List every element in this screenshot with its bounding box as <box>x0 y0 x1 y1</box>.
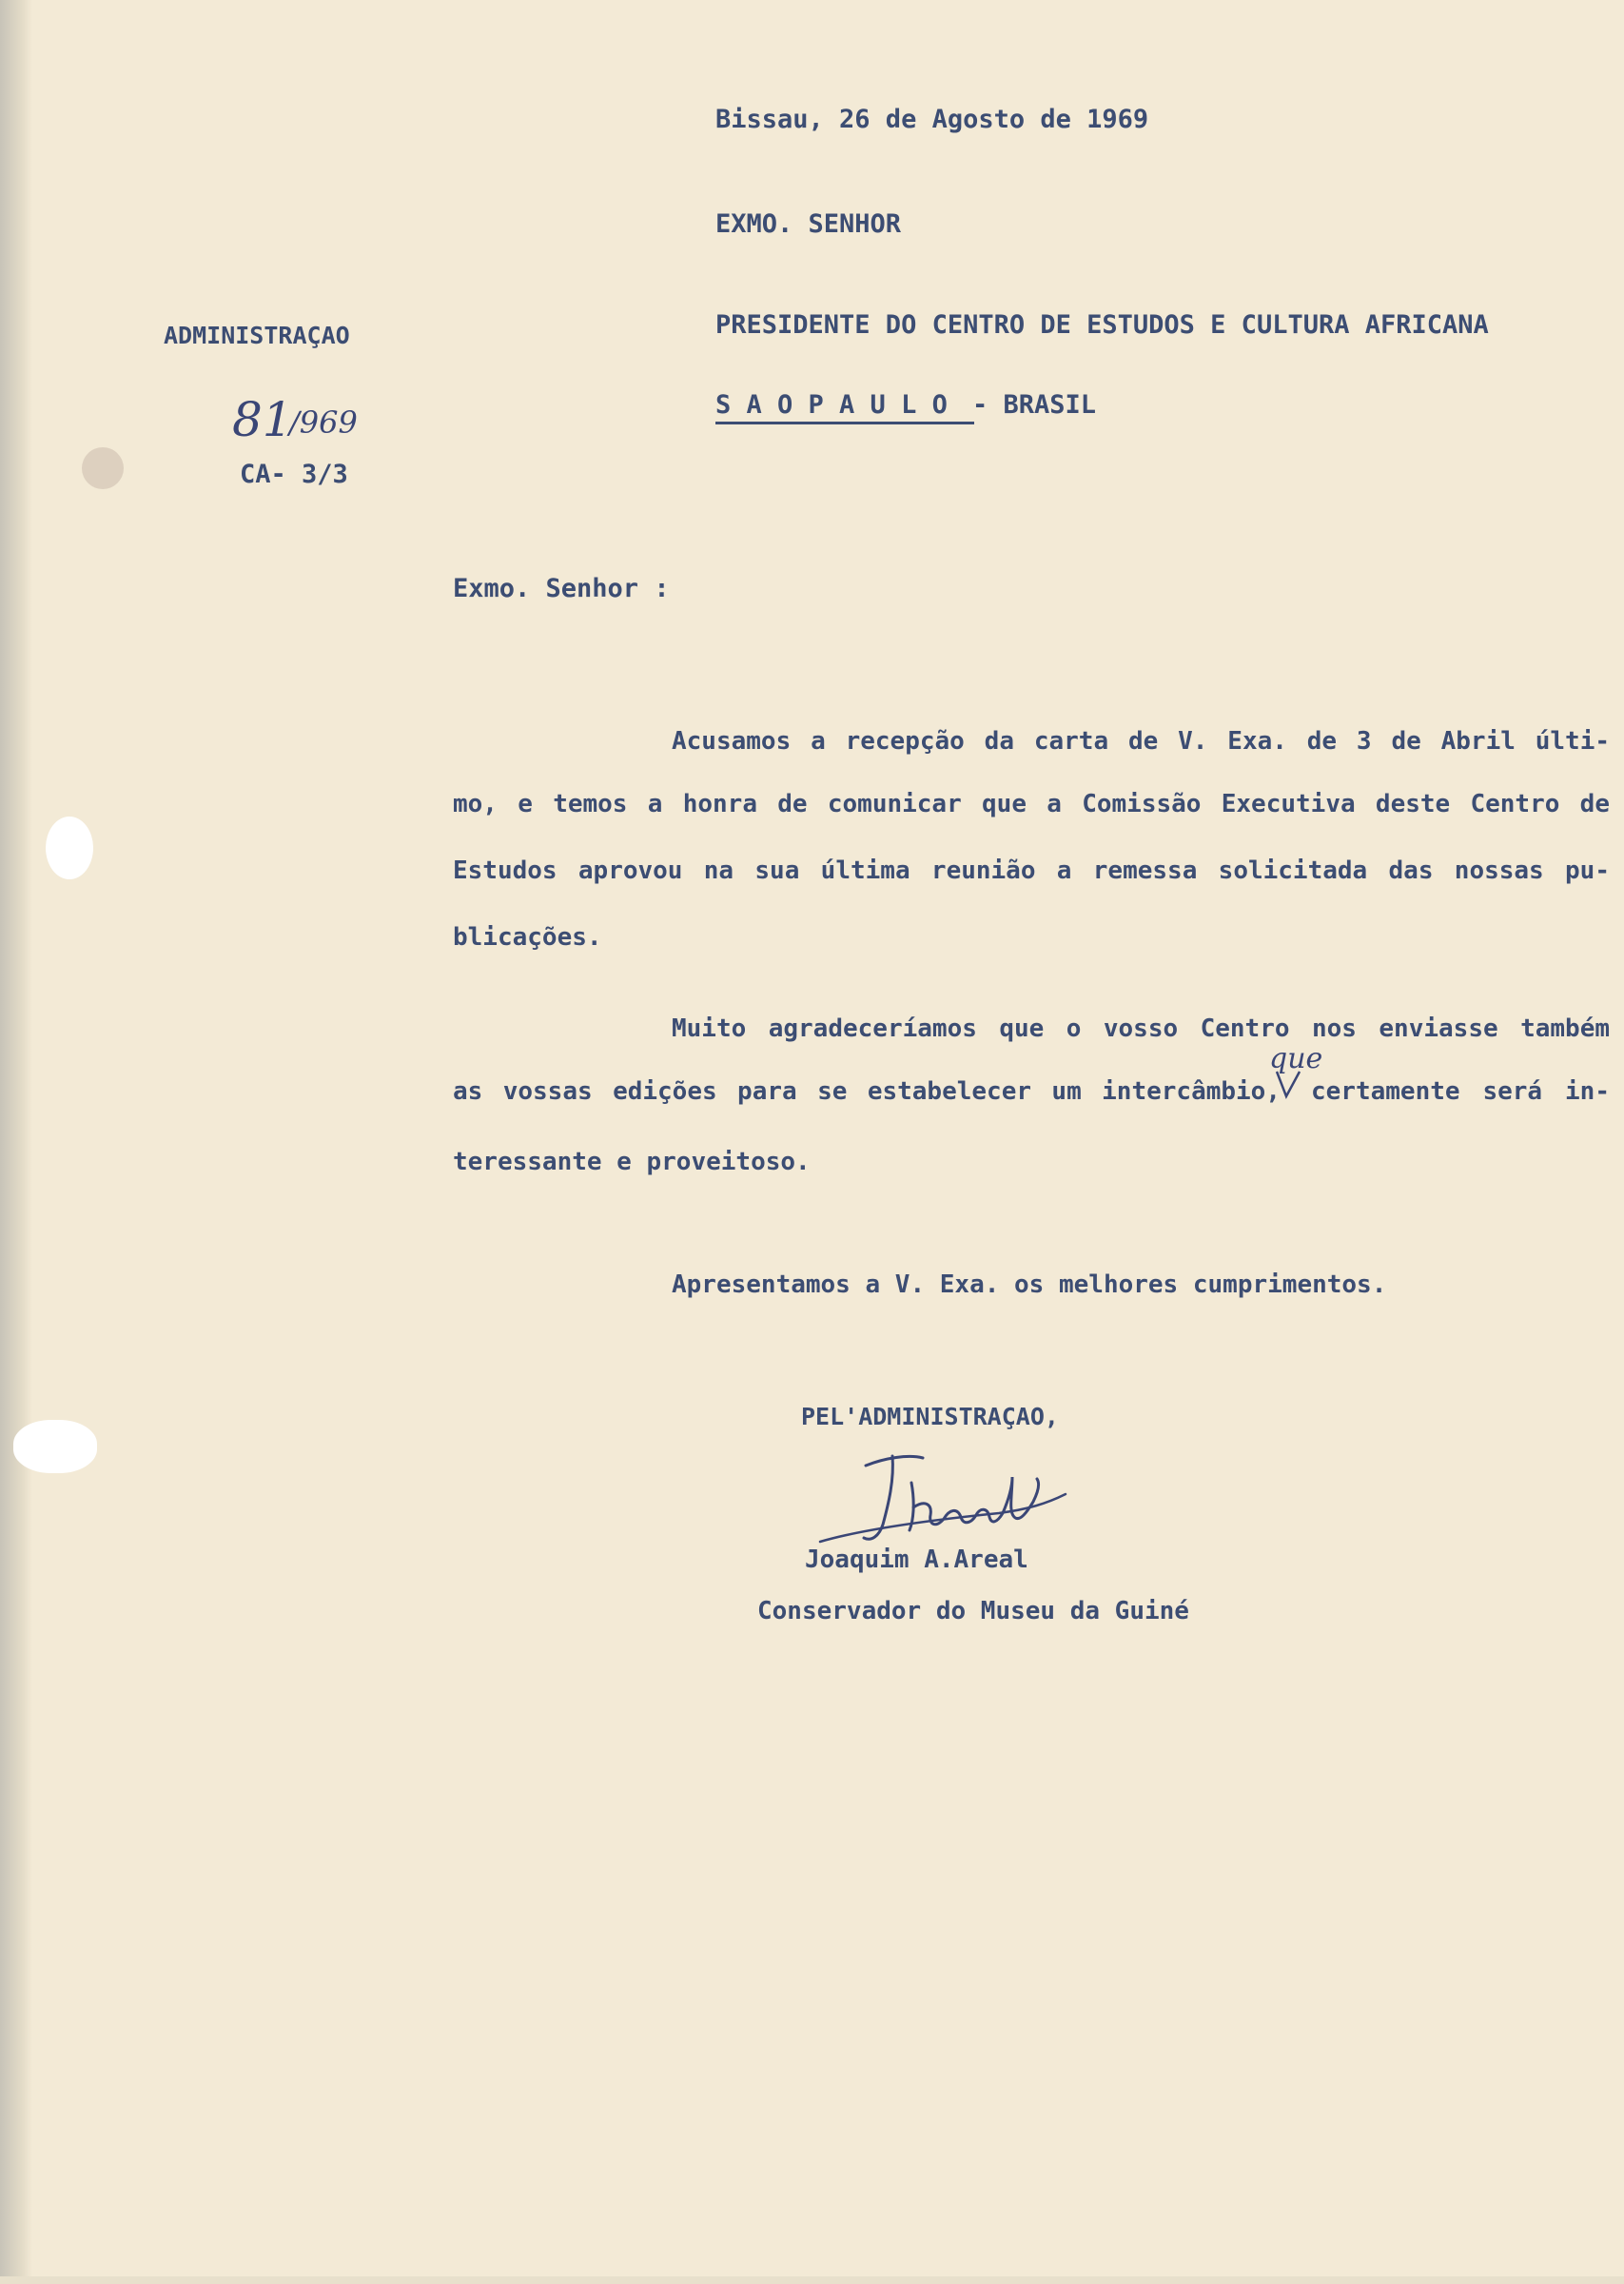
paragraph2-line3: teressante e proveitoso. <box>453 1148 811 1176</box>
reference-number-year: /969 <box>289 404 358 441</box>
recipient-country: - BRASIL <box>972 390 1097 420</box>
paragraph1-line1: Acusamos a recepção da carta de V. Exa. de 3 de Abril últi- <box>672 727 1610 756</box>
paragraph1-line3: Estudos aprovou na sua última reunião a remessa solicitada das nossas pu- <box>453 856 1610 885</box>
paragraph2-line2-after: certamente será in- <box>1311 1077 1610 1106</box>
paragraph1-line4: blicações. <box>453 923 602 952</box>
punch-hole-upper <box>46 817 93 879</box>
recipient-city: S A O P A U L O <box>715 390 948 420</box>
signature-on-behalf: PEL'ADMINISTRAÇAO, <box>801 1403 1059 1430</box>
reference-code: CA- 3/3 <box>240 460 348 489</box>
recipient-position: PRESIDENTE DO CENTRO DE ESTUDOS E CULTURA AFRICANA <box>715 310 1489 340</box>
signatory-role: Conservador do Museu da Guiné <box>757 1597 1189 1625</box>
recipient-title: EXMO. SENHOR <box>715 209 902 239</box>
paper-bottom-edge <box>0 2276 1624 2284</box>
salutation: Exmo. Senhor : <box>453 574 670 603</box>
paragraph2-line1: Muito agradeceríamos que o vosso Centro nos enviasse também <box>672 1014 1610 1043</box>
reference-department: ADMINISTRAÇAO <box>164 322 350 349</box>
handwritten-signature <box>809 1437 1094 1551</box>
paper-stain <box>82 447 124 489</box>
city-underline <box>715 422 974 424</box>
handwritten-insertion: que <box>1269 1042 1323 1075</box>
closing-line: Apresentamos a V. Exa. os melhores cumprimentos. <box>672 1270 1387 1299</box>
paragraph1-line2: mo, e temos a honra de comunicar que a Comissão Executiva deste Centro de <box>453 790 1610 818</box>
paragraph2-line2-before: as vossas edições para se estabelecer um intercâmbio, <box>453 1077 1281 1106</box>
paper-left-edge <box>0 0 32 2284</box>
punch-hole-lower <box>13 1420 97 1473</box>
reference-number-handwritten: 81 <box>232 392 293 447</box>
signatory-name: Joaquim A.Areal <box>805 1546 1028 1574</box>
insertion-caret <box>1275 1068 1301 1100</box>
date-line: Bissau, 26 de Agosto de 1969 <box>715 105 1149 134</box>
